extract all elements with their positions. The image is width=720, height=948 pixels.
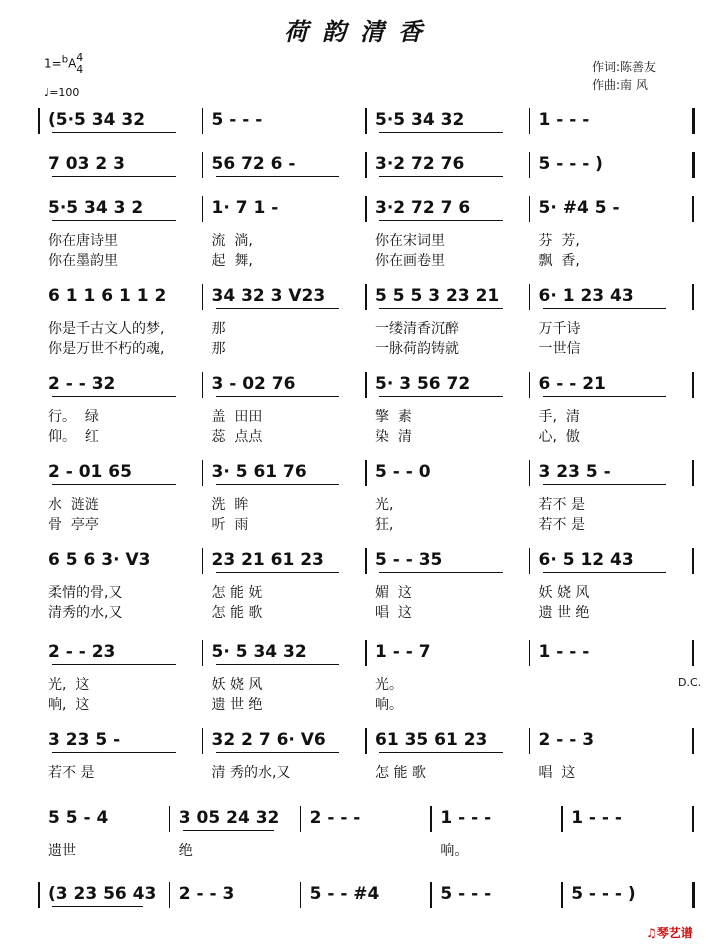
measure-notes: 1 - - 7 <box>375 642 431 662</box>
lyric-line-2: 染 清 <box>375 429 412 445</box>
measure-notes: 2 - - - <box>309 808 361 828</box>
lyric-line-2: 你在画卷里 <box>375 253 445 269</box>
measure-notes: 5· 3 56 72 <box>375 374 471 394</box>
beam-line <box>543 572 667 573</box>
score-row <box>0 108 720 148</box>
measure-notes: 5 - - 35 <box>375 550 443 570</box>
lyric-line-1: 洗 眸 <box>211 497 249 513</box>
lyric-line-1: 妖 娆 风 <box>211 677 263 693</box>
beam-line <box>379 308 503 309</box>
lyric-line-2: 唱 这 <box>375 605 412 621</box>
bar-line <box>365 284 367 310</box>
lyric-line-1: 怎 能 歌 <box>375 765 426 781</box>
lyric-line-1: 若不 是 <box>538 497 585 513</box>
beam-line <box>52 176 176 177</box>
measure-notes: 5· 5 34 32 <box>211 642 307 662</box>
beam-line <box>216 572 340 573</box>
lyric-line-2: 遗 世 绝 <box>538 605 590 621</box>
lyric-line-1: 光, <box>375 497 394 513</box>
score-row <box>0 882 720 922</box>
bar-line <box>300 882 302 908</box>
measure-notes: 6· 5 12 43 <box>538 550 634 570</box>
bar-line <box>692 806 694 832</box>
lyric-line-2: 仰。 红 <box>48 429 99 445</box>
measure-notes: 32 2 7 6· V6 <box>211 730 326 750</box>
measure-notes: 3 23 5 - <box>48 730 121 750</box>
credits <box>592 58 656 94</box>
lyric-line-1: 芬 芳, <box>538 233 580 249</box>
measure-notes: 6 5 6 3· V3 <box>48 550 151 570</box>
lyric-line-2: 蕊 点点 <box>211 429 263 445</box>
bar-line <box>365 548 367 574</box>
key-tone: A <box>68 56 77 71</box>
lyric-line-1: 万千诗 <box>538 321 581 337</box>
measure-notes: 3· 5 61 76 <box>211 462 307 482</box>
score-row <box>0 152 720 192</box>
lyric-line-2: 响。 <box>375 697 403 713</box>
score-row <box>0 548 720 621</box>
lyric-line-2: 你是万世不朽的魂, <box>48 341 165 357</box>
lyric-line-1: 绝 <box>178 843 193 859</box>
bar-line <box>365 196 367 222</box>
lyric-line-1: 若不 是 <box>48 765 95 781</box>
lyric-line-1: 一缕清香沉醉 <box>375 321 459 337</box>
bar-line <box>692 372 694 398</box>
bar-line <box>169 806 171 832</box>
beam-line <box>183 830 274 831</box>
bar-line <box>202 284 204 310</box>
lyric-line-2: 一脉荷韵铸就 <box>375 341 459 357</box>
lyric-line-2: 清秀的水,又 <box>48 605 123 621</box>
bar-line <box>202 152 204 178</box>
beam-line <box>379 572 503 573</box>
bar-line <box>202 460 204 486</box>
bar-line <box>202 372 204 398</box>
lyric-line-1: 水 涟涟 <box>48 497 99 513</box>
lyric-line-1: 响。 <box>440 843 469 859</box>
measure-notes: 1 - - - <box>538 642 590 662</box>
lyric-line-2: 狂, <box>375 517 394 533</box>
bar-line <box>169 882 171 908</box>
beam-line <box>216 664 340 665</box>
lyric-line-2: 一世信 <box>538 341 581 357</box>
lyric-line-1: 盖 田田 <box>211 409 263 425</box>
lyric-line-1: 行。 绿 <box>48 409 99 425</box>
beam-line <box>379 132 503 133</box>
score-row <box>0 196 720 269</box>
measure-notes: 1 - - - <box>571 808 622 828</box>
measure-notes: 3 - 02 76 <box>211 374 296 394</box>
lyric-line-2: 若不 是 <box>538 517 585 533</box>
time-signature <box>76 52 83 76</box>
lyric-line-1: 你是千古文人的梦, <box>48 321 165 337</box>
bar-line <box>365 640 367 666</box>
lyric-line-1: 光。 <box>375 677 403 693</box>
beam-line <box>52 484 176 485</box>
time-num: 4 <box>76 51 84 64</box>
score-row <box>0 806 720 859</box>
bar-line <box>692 640 694 666</box>
lyric-line-1: 媚 这 <box>375 585 412 601</box>
measure-notes: 2 - - 3 <box>178 884 235 904</box>
bar-line <box>529 460 531 486</box>
lyric-line-1: 柔情的骨,又 <box>48 585 123 601</box>
measure-notes: 1 - - - <box>538 110 590 130</box>
bar-line <box>692 882 695 908</box>
lyric-line-1: 怎 能 妩 <box>211 585 263 601</box>
score-row <box>0 460 720 533</box>
lyric-line-2: 怎 能 歌 <box>211 605 263 621</box>
bar-line <box>38 882 40 908</box>
score-row <box>0 284 720 357</box>
measure-notes: 5 - - 0 <box>375 462 431 482</box>
site-logo: ♫琴艺谱 <box>646 926 693 940</box>
measure-notes: 34 32 3 V23 <box>211 286 326 306</box>
measure-notes: 7 03 2 3 <box>48 154 125 174</box>
bar-line <box>365 152 367 178</box>
song-title: 荷韵清香 <box>284 17 436 46</box>
bar-line <box>692 284 694 310</box>
lyric-line-1: 妖 娆 风 <box>538 585 590 601</box>
measure-notes: 23 21 61 23 <box>211 550 324 570</box>
dc-marking: D.C. <box>678 676 702 689</box>
measure-notes: 1 - - - <box>440 808 492 828</box>
measure-notes: 5· #4 5 - <box>538 198 620 218</box>
bar-line <box>365 460 367 486</box>
measure-notes: 6 1 1 6 1 1 2 <box>48 286 167 306</box>
beam-line <box>216 752 340 753</box>
lyric-line-1: 遗世 <box>48 843 76 859</box>
lyric-line-1: 你在唐诗里 <box>48 233 118 249</box>
beam-line <box>216 176 340 177</box>
bar-line <box>529 372 531 398</box>
measure-notes: 2 - - 32 <box>48 374 116 394</box>
measure-notes: 3·2 72 7 6 <box>375 198 471 218</box>
beam-line <box>379 752 503 753</box>
bar-line <box>692 108 695 134</box>
bar-line <box>692 152 695 178</box>
bar-line <box>365 372 367 398</box>
bar-line <box>529 284 531 310</box>
beam-line <box>216 396 340 397</box>
score-row <box>0 372 720 445</box>
measure-notes: 6· 1 23 43 <box>538 286 634 306</box>
measure-notes: 2 - 01 65 <box>48 462 132 482</box>
bar-line <box>202 548 204 574</box>
bar-line <box>561 806 563 832</box>
lyric-line-1: 那 <box>211 321 226 337</box>
measure-notes: (5·5 34 32 <box>48 110 146 130</box>
lyric-line-2: 心, 傲 <box>538 429 580 445</box>
flat-sign: b <box>61 54 69 66</box>
bar-line <box>692 196 694 222</box>
lyric-line-2: 遗 世 绝 <box>211 697 263 713</box>
lyric-line-1: 清 秀的水,又 <box>211 765 291 781</box>
bar-line <box>529 728 531 754</box>
bar-line <box>430 806 432 832</box>
beam-line <box>216 308 340 309</box>
measure-notes: 5 - - - ) <box>571 884 636 904</box>
bar-line <box>300 806 302 832</box>
measure-notes: 3 23 5 - <box>538 462 611 482</box>
bar-line <box>692 460 694 486</box>
measure-notes: 3·2 72 76 <box>375 154 465 174</box>
beam-line <box>52 664 176 665</box>
lyric-line-1: 手, 清 <box>538 409 580 425</box>
measure-notes: 56 72 6 - <box>211 154 296 174</box>
tempo-marking: ♩=100 <box>44 86 80 99</box>
key-prefix: 1= <box>44 56 62 71</box>
lyric-line-1: 流 淌, <box>211 233 253 249</box>
beam-line <box>52 220 176 221</box>
bar-line <box>692 548 694 574</box>
beam-line <box>543 308 667 309</box>
beam-line <box>543 396 667 397</box>
beam-line <box>379 220 503 221</box>
lyric-line-2: 起 舞, <box>211 253 253 269</box>
measure-notes: 1· 7 1 - <box>211 198 279 218</box>
bar-line <box>529 548 531 574</box>
bar-line <box>365 108 367 134</box>
beam-line <box>52 132 176 133</box>
score-row <box>0 728 720 781</box>
bar-line <box>202 640 204 666</box>
measure-notes: 2 - - 23 <box>48 642 116 662</box>
lyricist: 作词:陈善友 <box>592 60 657 74</box>
bar-line <box>529 108 531 134</box>
beam-line <box>379 176 503 177</box>
bar-line <box>202 728 204 754</box>
lyric-line-1: 唱 这 <box>538 765 576 781</box>
lyric-line-2: 你在墨韵里 <box>48 253 118 269</box>
beam-line <box>52 396 176 397</box>
measure-notes: 6 - - 21 <box>538 374 606 394</box>
time-den: 4 <box>76 63 84 76</box>
measure-notes: 5 - - - <box>211 110 263 130</box>
lyric-line-2: 响, 这 <box>48 697 90 713</box>
measure-notes: 5 - - - ) <box>538 154 603 174</box>
key-signature <box>44 52 83 76</box>
bar-line <box>202 196 204 222</box>
lyric-line-1: 擎 素 <box>375 409 412 425</box>
bar-line <box>430 882 432 908</box>
lyric-line-2: 那 <box>211 341 226 357</box>
beam-line <box>543 484 667 485</box>
bar-line <box>529 152 531 178</box>
bar-line <box>529 196 531 222</box>
measure-notes: (3 23 56 43 <box>48 884 157 904</box>
bar-line <box>202 108 204 134</box>
measure-notes: 3 05 24 32 <box>178 808 280 828</box>
measure-notes: 5 - - - <box>440 884 492 904</box>
lyric-line-2: 骨 亭亭 <box>48 517 99 533</box>
bar-line <box>692 728 694 754</box>
beam-line <box>52 752 176 753</box>
lyric-line-1: 光, 这 <box>48 677 90 693</box>
lyric-line-1: 你在宋词里 <box>375 233 445 249</box>
lyric-line-2: 听 雨 <box>211 517 249 533</box>
composer: 作曲:南 风 <box>592 78 648 92</box>
beam-line <box>379 396 503 397</box>
measure-notes: 5 5 5 3 23 21 <box>375 286 500 306</box>
measure-notes: 5·5 34 3 2 <box>48 198 144 218</box>
measure-notes: 5 - - #4 <box>309 884 380 904</box>
beam-line <box>216 484 340 485</box>
bar-line <box>365 728 367 754</box>
measure-notes: 2 - - 3 <box>538 730 595 750</box>
beam-line <box>52 906 143 907</box>
measure-notes: 5·5 34 32 <box>375 110 465 130</box>
measure-notes: 61 35 61 23 <box>375 730 488 750</box>
lyric-line-2: 飘 香, <box>538 253 580 269</box>
bar-line <box>529 640 531 666</box>
measure-notes: 5 5 - 4 <box>48 808 109 828</box>
bar-line <box>561 882 563 908</box>
bar-line <box>38 108 40 134</box>
